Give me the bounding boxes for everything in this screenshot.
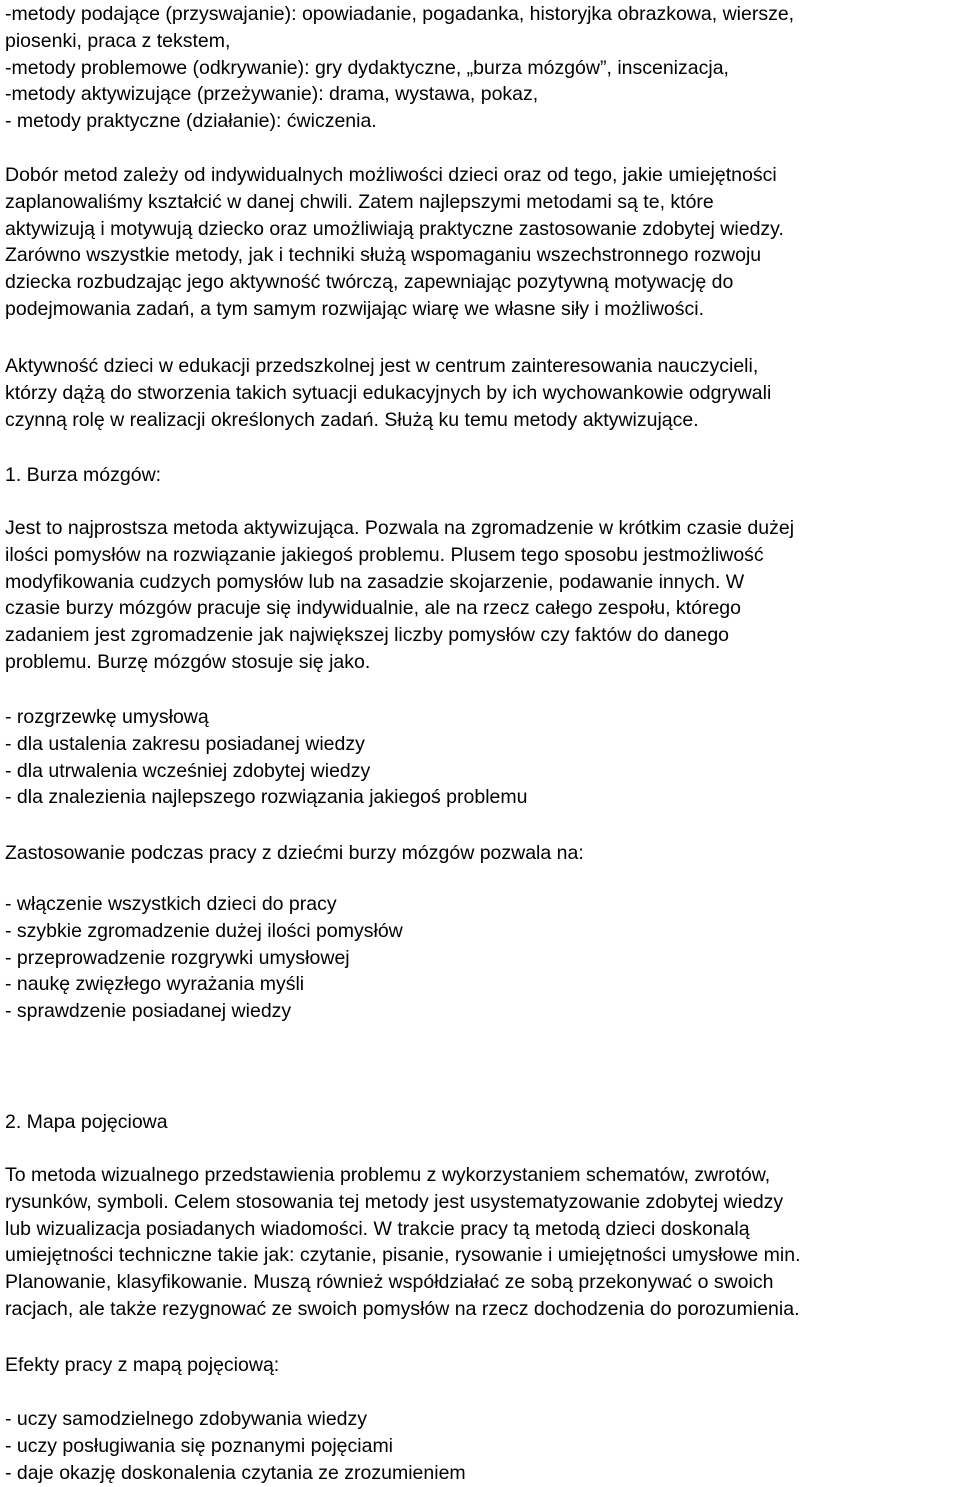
section-1-heading: 1. Burza mózgów: xyxy=(5,464,162,486)
paragraph-line: zaplanowaliśmy kształcić w danej chwili. Zatem najlepszymi metodami są te, które xyxy=(5,190,714,213)
list-item: - uczy posługiwania się poznanymi pojęciami xyxy=(5,1434,394,1457)
list-item: - szybkie zgromadzenie dużej ilości pomysłów xyxy=(5,919,403,942)
paragraph-line: umiejętności techniczne takie jak: czytanie, pisanie, rysowanie i umiejętności umysłowe min. xyxy=(5,1244,801,1267)
section-2-heading: 2. Mapa pojęciowa xyxy=(5,1111,168,1133)
list-item: - przeprowadzenie rozgrywki umysłowej xyxy=(5,946,350,969)
paragraph-line: dziecka rozbudzając jego aktywność twórczą, zapewniając pozytywną motywację do xyxy=(5,271,734,294)
paragraph-line: podejmowania zadań, a tym samym rozwijając wiarę we własne siły i możliwości. xyxy=(5,297,704,320)
paragraph-line: zadaniem jest zgromadzenie jak największej liczby pomysłów czy faktów do danego xyxy=(5,624,730,647)
concept-map-effects-list xyxy=(5,1406,960,1486)
selection-paragraph xyxy=(5,162,960,323)
paragraph-line: racjach, ale także rezygnować ze swoich pomysłów na rzecz dochodzenia do porozumienia. xyxy=(5,1297,800,1320)
paragraph-line: Aktywność dzieci w edukacji przedszkolnej jest w centrum zainteresowania nauczycieli, xyxy=(5,355,759,377)
paragraph-line: Planowanie, klasyfikowanie. Muszą również współdziałać ze sobą przekonywać o swoich xyxy=(5,1271,774,1294)
paragraph-line: Jest to najprostsza metoda aktywizująca. Pozwala na zgromadzenie w krótkim czasie dużej xyxy=(5,517,795,539)
list-item: - metody praktyczne (działanie): ćwiczenia. xyxy=(5,110,377,133)
list-item: - naukę zwięzłego wyrażania myśli xyxy=(5,973,305,996)
paragraph-line: lub wizualizacja posiadanych wiadomości. W trakcie pracy tą metodą dzieci doskonalą xyxy=(5,1217,750,1240)
paragraph-line: modyfikowania cudzych pomysłów lub na zasadzie skojarzenie, podawanie innych. W xyxy=(5,570,745,593)
brainstorm-uses-list xyxy=(5,704,960,811)
paragraph-line: rysunków, symboli. Celem stosowania tej metody jest usystematyzowanie zdobytej wiedzy xyxy=(5,1190,784,1213)
brainstorm-benefits-intro: Zastosowanie podczas pracy z dziećmi burzy mózgów pozwala na: xyxy=(5,842,584,864)
paragraph-line: czasie burzy mózgów pracuje się indywidualnie, ale na rzecz całego zespołu, którego xyxy=(5,597,741,620)
brainstorm-paragraph xyxy=(5,515,960,676)
list-item: - daje okazję doskonalenia czytania ze zrozumieniem xyxy=(5,1461,466,1484)
paragraph-line: To metoda wizualnego przedstawienia problemu z wykorzystaniem schematów, zwrotów, xyxy=(5,1164,771,1186)
list-item: - uczy samodzielnego zdobywania wiedzy xyxy=(5,1408,368,1430)
list-item: - dla ustalenia zakresu posiadanej wiedzy xyxy=(5,732,365,755)
list-item: - rozgrzewkę umysłową xyxy=(5,706,209,728)
paragraph-line: ilości pomysłów na rozwiązanie jakiegoś problemu. Plusem tego sposobu jestmożliwość xyxy=(5,543,764,566)
list-item: -metody problemowe (odkrywanie): gry dydaktyczne, „burza mózgów”, inscenizacja, xyxy=(5,56,729,79)
paragraph-line: czynną rolę w realizacji określonych zadań. Służą ku temu metody aktywizujące. xyxy=(5,408,699,431)
list-item: - sprawdzenie posiadanej wiedzy xyxy=(5,1000,292,1023)
paragraph-line: Zarówno wszystkie metody, jak i techniki służą wspomaganiu wszechstronnego rozwoju xyxy=(5,244,762,267)
activity-paragraph xyxy=(5,353,960,433)
concept-map-paragraph xyxy=(5,1162,960,1323)
methods-list xyxy=(5,1,960,135)
list-item: - dla utrwalenia wcześniej zdobytej wiedzy xyxy=(5,759,371,782)
list-item: -metody podające (przyswajanie): opowiadanie, pogadanka, historyjka obrazkowa, wiersze, xyxy=(5,3,795,25)
paragraph-line: problemu. Burzę mózgów stosuje się jako. xyxy=(5,650,371,673)
list-item: piosenki, praca z tekstem, xyxy=(5,29,231,52)
list-item: -metody aktywizujące (przeżywanie): drama, wystawa, pokaz, xyxy=(5,83,539,106)
paragraph-line: aktywizują i motywują dziecko oraz umożliwiają praktyczne zastosowanie zdobytej wiedzy. xyxy=(5,217,784,240)
paragraph-line: Dobór metod zależy od indywidualnych możliwości dzieci oraz od tego, jakie umiejętności xyxy=(5,164,777,186)
list-item: - dla znalezienia najlepszego rozwiązania jakiegoś problemu xyxy=(5,786,528,809)
paragraph-line: którzy dążą do stworzenia takich sytuacji edukacyjnych by ich wychowankowie odgrywali xyxy=(5,381,772,404)
brainstorm-benefits-list xyxy=(5,891,960,1025)
concept-map-effects-intro: Efekty pracy z mapą pojęciową: xyxy=(5,1354,280,1376)
list-item: - włączenie wszystkich dzieci do pracy xyxy=(5,893,337,915)
